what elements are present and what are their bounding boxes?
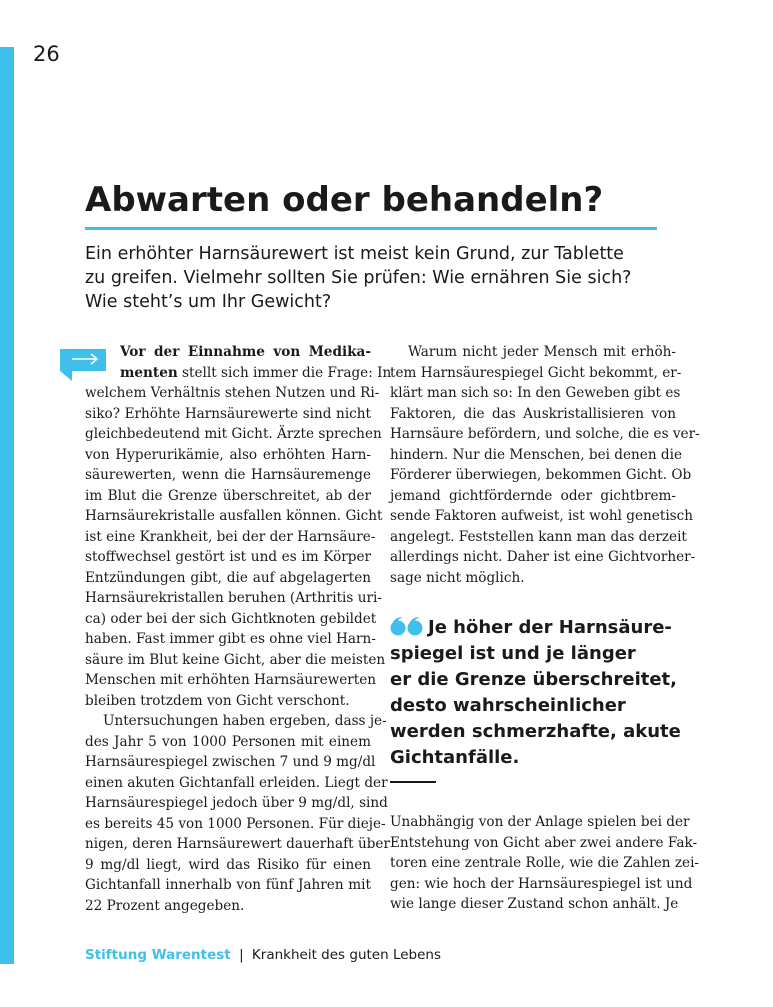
sidebar-accent-bar <box>0 47 14 964</box>
text-line: Warum nicht jeder Mensch mit erhöh- <box>408 344 676 360</box>
text-line: allerdings nicht. Daher ist eine Gichtvorher- <box>390 549 696 565</box>
text-line: Unabhängig von der Anlage spielen bei der <box>390 814 690 830</box>
footer-brand: Stiftung Warentest <box>85 947 231 963</box>
left-column <box>85 342 392 916</box>
right-column-continued <box>390 812 700 915</box>
text-line: Harnsäurekristallen beruhen (Arthritis uri- <box>85 590 382 606</box>
text-line: Harnsäurespiegel zwischen 7 und 9 mg/dl <box>85 754 376 770</box>
text-line: sage nicht möglich. <box>390 569 525 586</box>
text-line <box>85 363 392 384</box>
text-line: von Hyperurikämie, also erhöhten Harn- <box>85 446 371 463</box>
text-line: jemand gichtfördernde oder gichtbrem- <box>390 487 676 504</box>
text-line: einen akuten Gichtanfall erleiden. Liegt der <box>85 774 388 791</box>
text-line: Untersuchungen haben ergeben, dass je- <box>103 713 387 729</box>
text-line: Menschen mit erhöhten Harnsäurewerten <box>85 672 377 688</box>
text-line: sende Faktoren aufweist, ist wohl genetisch <box>390 508 694 524</box>
text-line: klärt man sich so: In den Geweben gibt es <box>390 385 681 401</box>
quote-line: Gichtanfälle. <box>390 747 520 768</box>
text-line <box>85 342 371 363</box>
right-column <box>390 342 700 588</box>
text-line: stoffwechsel gestört ist und es im Körper <box>85 549 371 565</box>
text-line: toren eine zentrale Rolle, wie die Zahlen zei- <box>390 855 700 871</box>
quote-line <box>390 615 690 641</box>
text-line: wie lange dieser Zustand schon anhält. Je <box>390 896 679 912</box>
text-line: haben. Fast immer gibt es ohne viel Harn- <box>85 631 376 647</box>
text-line: Harnsäurespiegel jedoch über 9 mg/dl, sind <box>85 795 388 811</box>
text-line: Harnsäure befördern, und solche, die es ver- <box>390 426 700 442</box>
quote-line: er die Grenze überschreitet, <box>390 669 677 690</box>
footer-separator: | <box>239 947 244 963</box>
text-line: Entstehung von Gicht aber zwei andere Fak- <box>390 834 698 851</box>
text-line: hindern. Nur die Menschen, bei denen die <box>390 446 683 463</box>
text-line: Entzündungen gibt, die auf abgelagerten <box>85 569 371 586</box>
lead-line: zu greifen. Vielmehr sollten Sie prüfen: Wie ernähren Sie sich? <box>85 268 632 288</box>
text-line: Gichtanfall innerhalb von fünf Jahren mit <box>85 877 371 893</box>
text-line: angelegt. Feststellen kann man das derzeit <box>390 528 687 545</box>
quote-marks-icon <box>390 616 424 636</box>
text-line: tem Harnsäurespiegel Gicht bekommt, er- <box>390 364 682 381</box>
quote-line: spiegel ist und je länger <box>390 643 636 664</box>
bold-intro: Vor der Einnahme von Medika- <box>120 344 371 360</box>
text-line: es bereits 45 von 1000 Personen. Für dieje- <box>85 815 386 832</box>
text-line: säurewerten, wenn die Harnsäuremenge <box>85 467 371 483</box>
text-line: Faktoren, die das Auskristallisieren von <box>390 405 676 422</box>
text-line: nigen, deren Harnsäurewert dauerhaft über <box>85 836 390 852</box>
text-line: säure im Blut keine Gicht, aber die meisten <box>85 651 386 668</box>
lead-line: Ein erhöhter Harnsäurewert ist meist kein Grund, zur Tablette <box>85 244 624 264</box>
quote-line: werden schmerzhafte, akute <box>390 721 681 742</box>
quote-line: desto wahrscheinlicher <box>390 695 626 716</box>
text-line: Harnsäurekristalle ausfallen können. Gicht <box>85 508 383 524</box>
lead-paragraph <box>85 242 685 314</box>
page-number: 26 <box>33 42 60 66</box>
text-line: im Blut die Grenze überschreitet, ab der <box>85 487 371 504</box>
text-line: Förderer überwiegen, bekommen Gicht. Ob <box>390 467 692 483</box>
text-line: gleichbedeutend mit Gicht. Ärzte sprechen <box>85 426 382 442</box>
text-line: welchem Verhältnis stehen Nutzen und Ri- <box>85 385 380 401</box>
text-line: siko? Erhöhte Harnsäurewerte sind nicht <box>85 405 371 422</box>
text-line: ca) oder bei der sich Gichtknoten gebildet <box>85 610 377 627</box>
quote-divider <box>390 781 436 783</box>
text-line: 22 Prozent angegeben. <box>85 897 245 914</box>
text-run: stellt sich immer die Frage: In <box>177 364 392 381</box>
footer-book-title: Krankheit des guten Lebens <box>251 947 441 963</box>
quote-text: Je höher der Harnsäure- <box>428 617 672 638</box>
lead-line: Wie steht’s um Ihr Gewicht? <box>85 292 332 312</box>
text-line: ist eine Krankheit, bei der der Harnsäure- <box>85 528 376 545</box>
bold-intro: menten <box>120 364 178 381</box>
page-footer <box>85 947 441 963</box>
text-line: 9 mg/dl liegt, wird das Risiko für einen <box>85 856 371 873</box>
text-line: des Jahr 5 von 1000 Personen mit einem <box>85 733 371 750</box>
title-underline <box>85 227 657 230</box>
text-line: gen: wie hoch der Harnsäurespiegel ist und <box>390 875 693 892</box>
text-line: bleiben trotzdem von Gicht verschont. <box>85 692 350 709</box>
page-title: Abwarten oder behandeln? <box>85 180 604 220</box>
pull-quote <box>390 615 690 771</box>
